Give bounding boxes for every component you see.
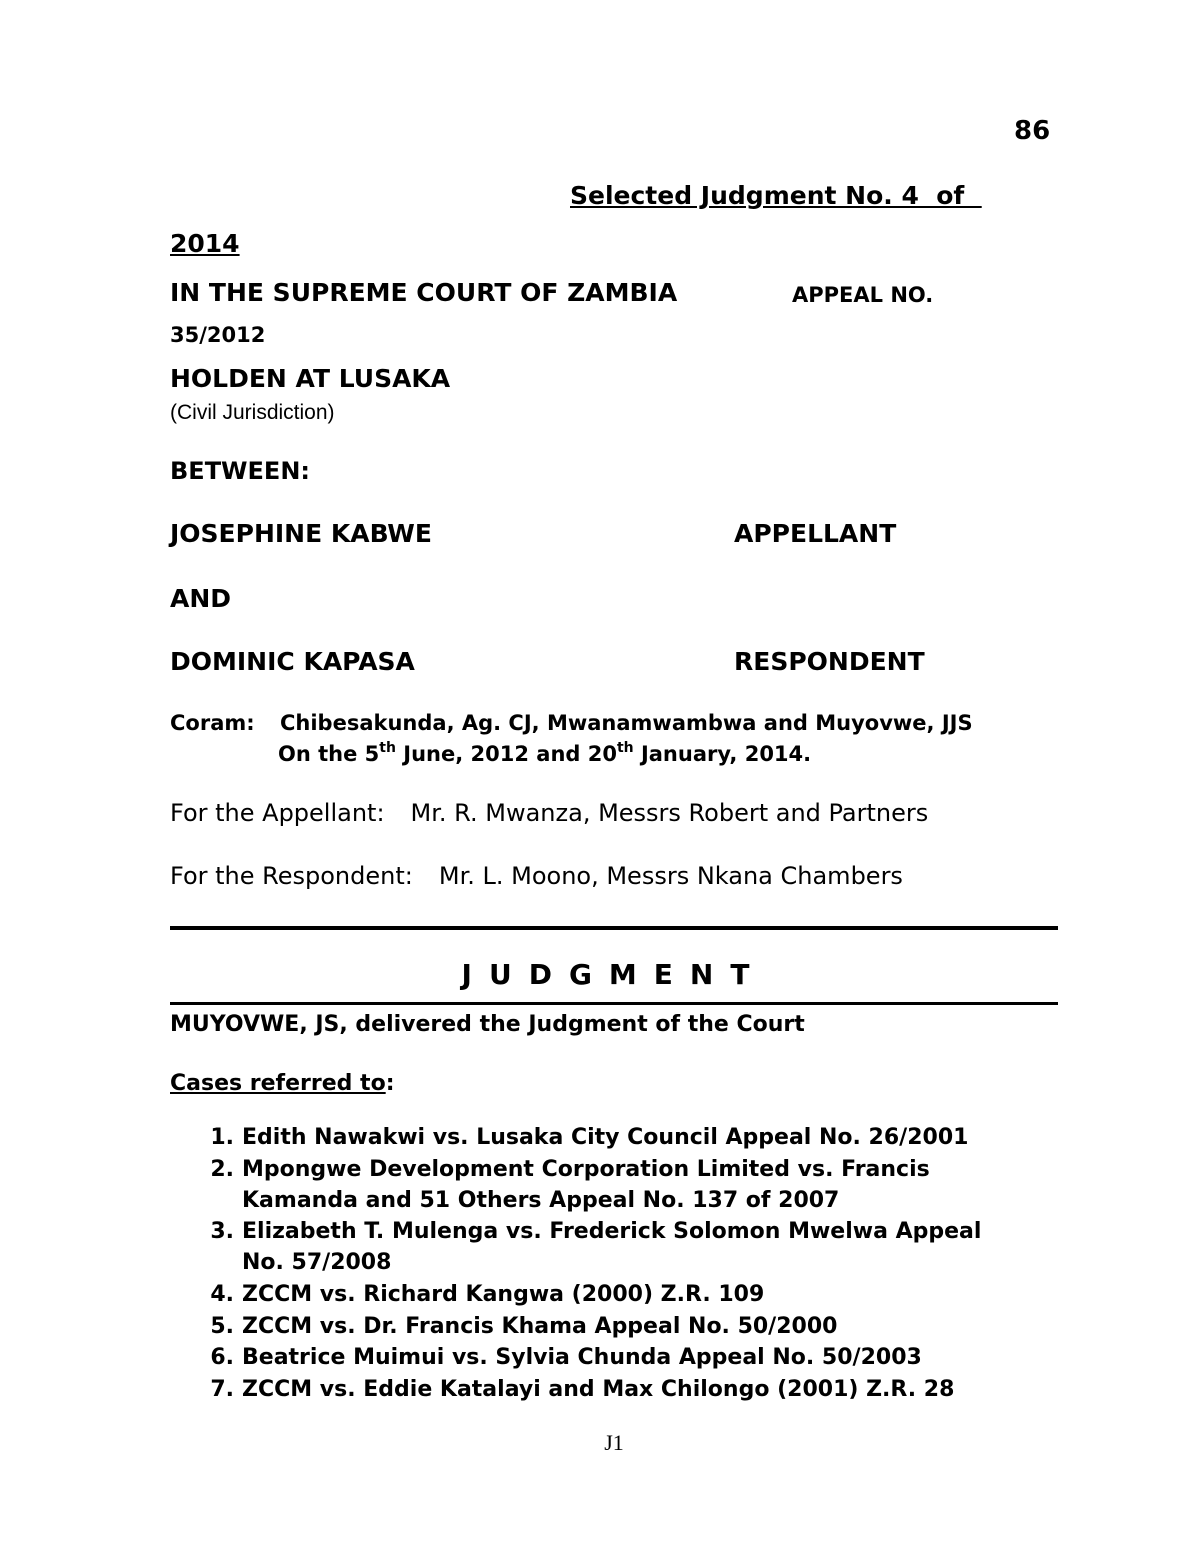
- respondent-role: RESPONDENT: [734, 647, 925, 676]
- appellant-name: JOSEPHINE KABWE: [170, 519, 432, 548]
- case-number: 6.: [210, 1345, 234, 1370]
- judgment-title: JUDGMENT: [461, 958, 767, 991]
- selected-judgment-year: 2014: [170, 229, 240, 258]
- case-number: 3.: [210, 1219, 234, 1244]
- footer-page-number: J1: [604, 1430, 624, 1455]
- court-name: IN THE SUPREME COURT OF ZAMBIA: [170, 278, 678, 307]
- respondent-counsel-label: For the Respondent:: [170, 862, 413, 890]
- appellant-counsel-value: Mr. R. Mwanza, Messrs Robert and Partners: [410, 799, 929, 827]
- divider-top: [170, 926, 1058, 930]
- respondent-counsel-value: Mr. L. Moono, Messrs Nkana Chambers: [438, 862, 903, 890]
- case-number: 4.: [210, 1282, 234, 1307]
- case-item: ZCCM vs. Richard Kangwa (2000) Z.R. 109: [242, 1282, 765, 1307]
- selected-judgment-heading: Selected Judgment No. 4 of: [570, 181, 982, 210]
- case-item: Beatrice Muimui vs. Sylvia Chunda Appeal No. 50/2003: [242, 1345, 922, 1370]
- coram-label: Coram:: [170, 711, 255, 735]
- respondent-counsel: [170, 862, 903, 890]
- appellant-counsel: [170, 799, 928, 827]
- case-item-continued: No. 57/2008: [242, 1250, 392, 1275]
- case-number: 2.: [210, 1157, 234, 1182]
- appellant-counsel-label: For the Appellant:: [170, 799, 385, 827]
- appeal-label: APPEAL NO.: [792, 283, 934, 307]
- holden-at: HOLDEN AT LUSAKA: [170, 364, 451, 393]
- case-item: ZCCM vs. Dr. Francis Khama Appeal No. 50/2000: [242, 1314, 838, 1339]
- and-label: AND: [170, 584, 232, 613]
- case-item: Elizabeth T. Mulenga vs. Frederick Solomon Mwelwa Appeal: [242, 1219, 982, 1244]
- case-item: Edith Nawakwi vs. Lusaka City Council Appeal No. 26/2001: [242, 1125, 969, 1150]
- divider-bottom: [170, 1002, 1058, 1005]
- appellant-role: APPELLANT: [734, 519, 897, 548]
- respondent-name: DOMINIC KAPASA: [170, 647, 415, 676]
- delivered-by: MUYOVWE, JS, delivered the Judgment of the Court: [170, 1012, 805, 1037]
- appeal-number: 35/2012: [170, 323, 266, 347]
- case-item: ZCCM vs. Eddie Katalayi and Max Chilongo (2001) Z.R. 28: [242, 1377, 955, 1402]
- case-number: 7.: [210, 1377, 234, 1402]
- case-number: 5.: [210, 1314, 234, 1339]
- case-number: 1.: [210, 1125, 234, 1150]
- jurisdiction: (Civil Jurisdiction): [170, 401, 335, 424]
- between-label: BETWEEN:: [170, 457, 311, 485]
- coram-judges: Chibesakunda, Ag. CJ, Mwanamwambwa and Muyovwe, JJS: [280, 711, 973, 735]
- cases-heading: Cases referred to:: [170, 1071, 395, 1096]
- case-item-continued: Kamanda and 51 Others Appeal No. 137 of 2007: [242, 1188, 840, 1213]
- coram-date: On the 5th June, 2012 and 20th January, 2014.: [278, 740, 812, 766]
- case-item: Mpongwe Development Corporation Limited vs. Francis: [242, 1157, 930, 1182]
- page-number: 86: [1014, 116, 1051, 146]
